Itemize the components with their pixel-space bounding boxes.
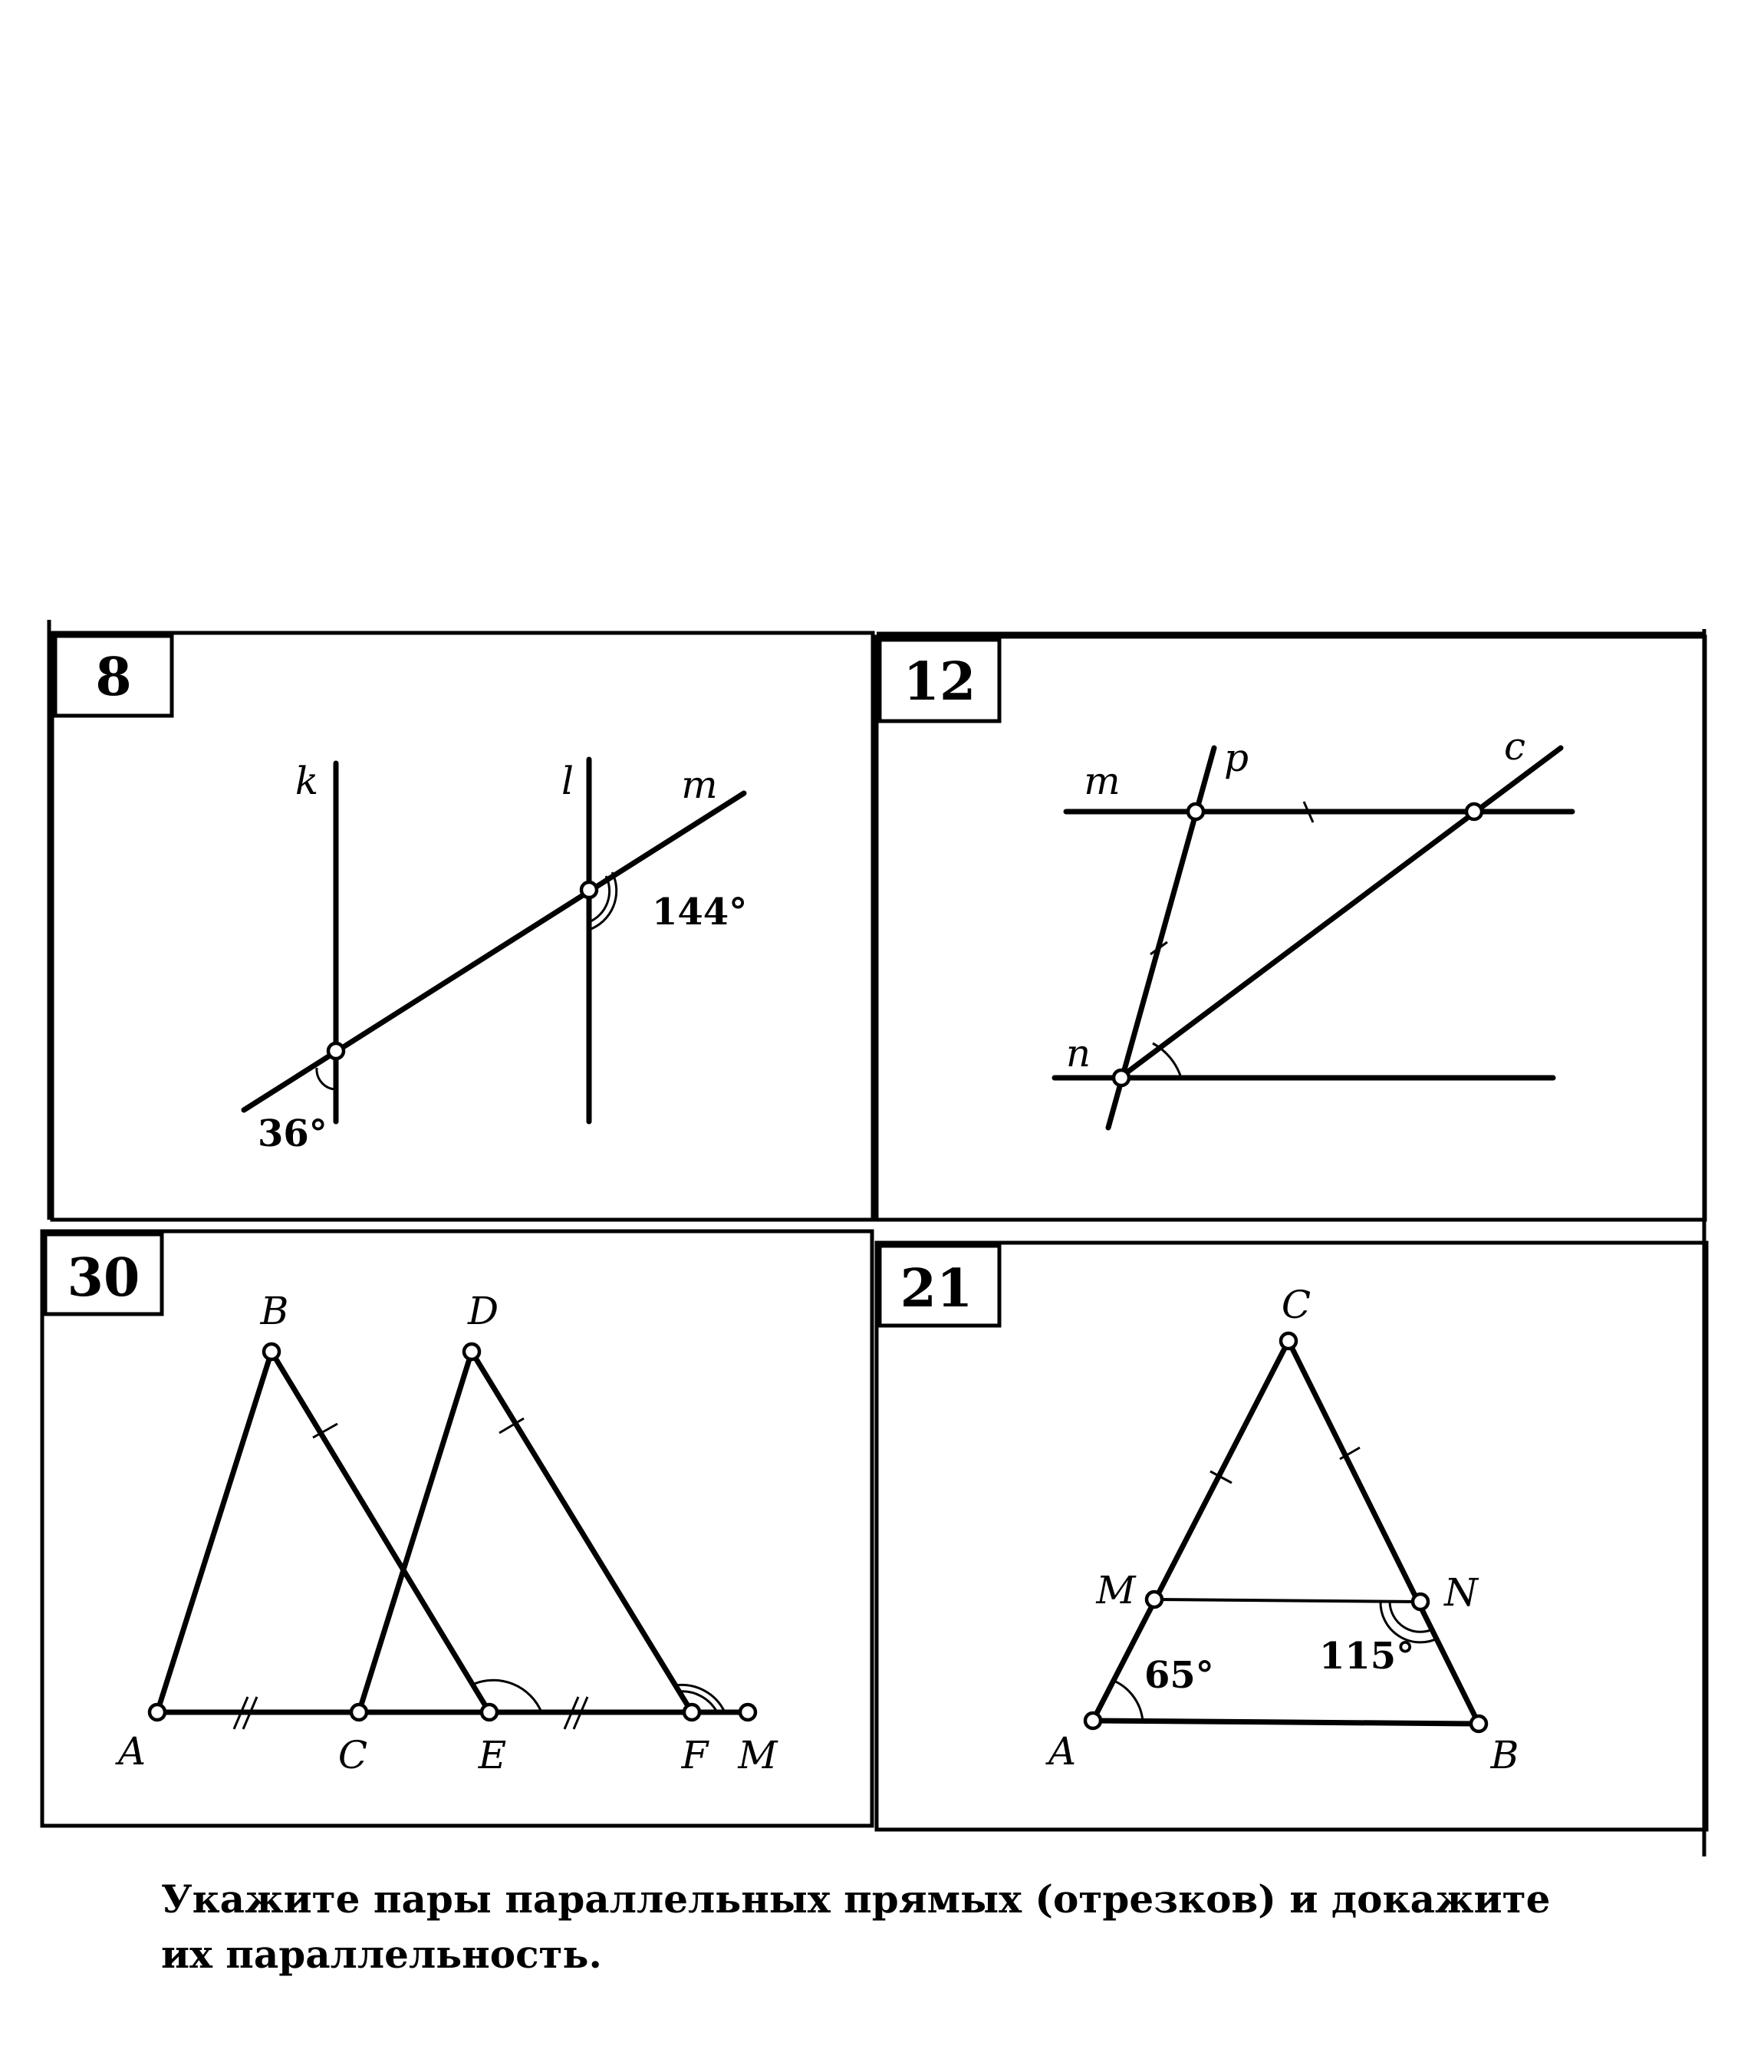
point-M <box>1147 1592 1162 1607</box>
label-D: D <box>467 1289 499 1333</box>
label-A: A <box>117 1729 146 1774</box>
panel-8-frame <box>52 633 873 1220</box>
label-C: C <box>1281 1283 1311 1327</box>
label-n: n <box>1065 1031 1091 1076</box>
angle-36-arc <box>317 1068 336 1089</box>
label-k: k <box>295 759 319 803</box>
label-C: C <box>337 1733 368 1777</box>
angle-65-label: 65° <box>1144 1654 1214 1697</box>
label-B: B <box>1490 1733 1519 1777</box>
point-C <box>1281 1333 1296 1349</box>
panel-12 <box>877 634 1705 1220</box>
segment-DF <box>472 1352 692 1712</box>
panel-12-frame <box>877 637 1705 1220</box>
point-C <box>351 1705 367 1720</box>
panel-30 <box>42 1231 872 1826</box>
panel-21 <box>877 1243 1706 1830</box>
label-M: M <box>738 1733 778 1777</box>
angle-A-arc <box>1112 1680 1143 1721</box>
label-p: p <box>1223 736 1249 780</box>
intersection-l-m <box>581 882 597 898</box>
point-n <box>1114 1070 1129 1085</box>
segment-MN <box>1154 1599 1420 1602</box>
label-m: m <box>1084 759 1121 803</box>
line-c <box>1120 748 1561 1078</box>
angle-115-label: 115° <box>1319 1635 1415 1678</box>
point-B <box>264 1344 279 1359</box>
instruction-text <box>161 1872 1680 1982</box>
label-A: A <box>1048 1729 1077 1774</box>
problem-30-number: 30 <box>67 1247 140 1309</box>
instruction-line-2: их параллельность. <box>161 1932 602 1977</box>
instruction-line-1: Укажите пары параллельных прямых (отрезков) и докажите <box>161 1876 1551 1922</box>
angle-144-label: 144° <box>652 891 748 934</box>
point-F <box>684 1705 699 1720</box>
angle-36-label: 36° <box>258 1112 327 1155</box>
line-m <box>244 793 744 1110</box>
point-E <box>482 1705 497 1720</box>
segment-AB <box>1093 1721 1479 1724</box>
problem-21-number: 21 <box>900 1258 973 1319</box>
segment-AB <box>157 1352 272 1712</box>
point-A <box>1085 1713 1101 1728</box>
panel-8 <box>49 620 873 1220</box>
label-B: B <box>260 1289 289 1333</box>
point-M <box>740 1705 755 1720</box>
problem-8-number: 8 <box>95 647 132 708</box>
point-m-p <box>1188 804 1203 819</box>
label-l: l <box>561 759 574 803</box>
point-B <box>1471 1716 1486 1731</box>
point-N <box>1413 1594 1428 1609</box>
point-A <box>150 1705 165 1720</box>
label-m: m <box>681 763 718 807</box>
point-D <box>464 1344 479 1359</box>
panel-21-frame <box>877 1243 1706 1830</box>
point-m-c <box>1466 804 1482 819</box>
intersection-k-m <box>328 1043 344 1059</box>
label-c: c <box>1503 724 1526 769</box>
label-N: N <box>1444 1570 1478 1615</box>
problem-12-number: 12 <box>903 651 976 713</box>
label-E: E <box>478 1733 507 1777</box>
label-M: M <box>1096 1568 1136 1612</box>
label-F: F <box>681 1733 709 1777</box>
